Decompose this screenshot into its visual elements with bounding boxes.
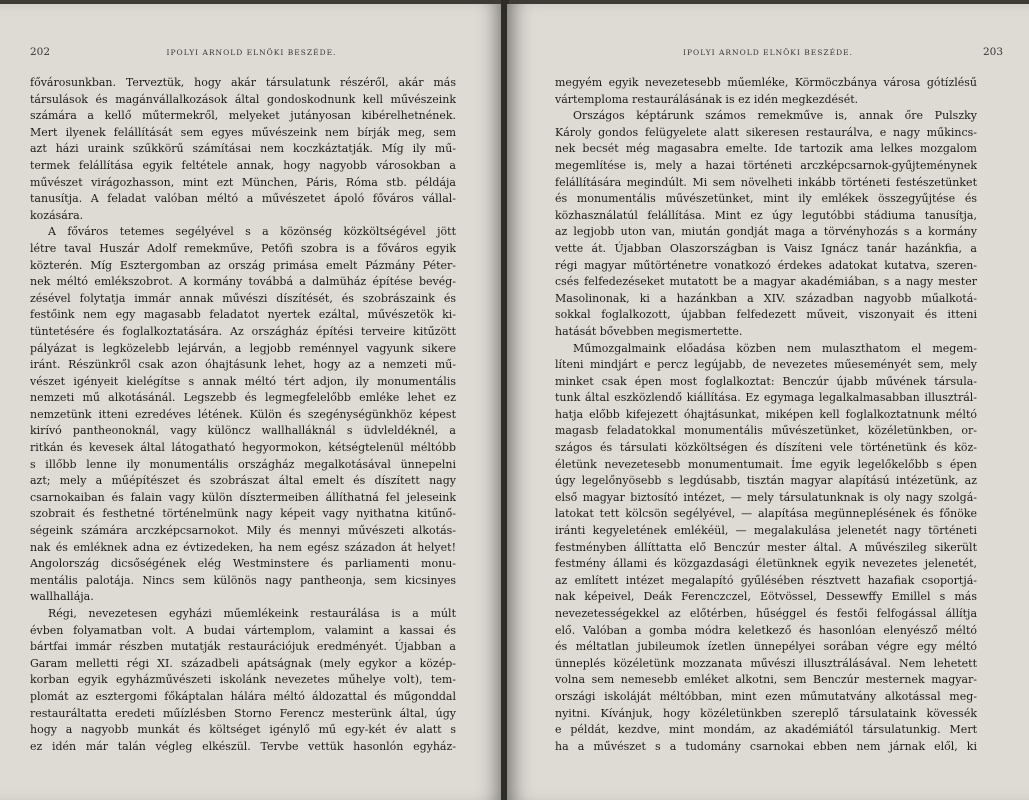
text-line: ha a művészet s a tudomány csarnokai ebben nem járnak elől, ki: [555, 739, 977, 753]
text-line: plomát az esztergomi főkáptalan hálára méltó áldozattal és műgonddal: [30, 689, 456, 703]
text-line: ritkán és kevesek által látogatható hegyormokon, kétségtelenül méltóbb: [30, 441, 456, 455]
left-page: [0, 4, 503, 800]
text-line: országi iskoláját méltóbban, mint ezen műmutatvány alkotással meg-: [555, 689, 977, 703]
text-line: festőink nem egy magasabb feladatot nyertek ezáltal, művészetök ki-: [30, 308, 456, 322]
text-line: festmény állami és közgazdasági életünknek egyik nevezetes jelenetét,: [555, 557, 977, 571]
text-line: nek becsét még magasabra emelte. Ide tartozik ama lelkes mozgalom: [555, 142, 977, 156]
text-line: fővárosunkban. Terveztük, hogy akár társulatunk részéről, akár más: [30, 76, 456, 89]
text-line: korban egyik egyházművészeti iskolánk nevezetes műhelye volt), tem-: [30, 673, 456, 687]
text-line: közterén. Míg Esztergomban az ország primása emelt Pázmány Péter-: [30, 258, 456, 272]
text-line: számára a kellő műtermekről, melyeket jutányosan kibérelhetnének.: [30, 109, 456, 123]
text-line: nak és emléknek adna ez évtizedeken, ha nem egész századon át helyet!: [30, 540, 456, 554]
text-line: Mert ilyenek felállítását sem egyes művészeink nem bírják meg, sem: [30, 125, 456, 139]
text-line: ez idén már talán végleg elkészül. Tervbe vettük hasonlón egyház-: [30, 739, 456, 753]
text-line: volna sem nemesebb emléket alkotni, sem Benczúr mesternek magyar-: [555, 673, 977, 687]
text-line: Károly gondos felügyelete alatt sikeresen restaurálva, e nagy műkincs-: [555, 125, 977, 139]
text-line: restauráltatta eredeti műízlésben Storno Ferencz mesterünk által, úgy: [30, 706, 456, 720]
text-line: közhasználatúl felállítása. Mint ez úgy legutóbbi stádiuma tanusítja,: [555, 208, 977, 222]
body-text: [555, 75, 977, 755]
body-text: [30, 75, 456, 755]
text-line: mentális palotája. Nincs sem különös nagy pantheonja, sem kicsinyes: [30, 573, 456, 587]
text-line: az említett intézet megalapító gyűlésében résztvett hazafiak csoportjá-: [555, 573, 977, 587]
text-line: létre taval Huszár Adolf remekműve, Petőfi szobra is a főváros egyik: [30, 241, 456, 255]
text-line: Régi, nevezetesen egyházi műemlékeink restaurálása is a múlt: [48, 607, 456, 620]
text-line: pályázat is legközelebb lejárván, a legjobb reménnyel vagyunk sikere: [30, 341, 456, 355]
right-page: [507, 4, 1029, 800]
text-line: Garam melletti régi XI. századbeli apátságnak (mely egykor a közép-: [30, 656, 456, 670]
text-line: s illőbb lenne ily monumentális országház megalkotásával ünnepelni: [30, 457, 456, 471]
text-line: zésével folytatja immár annak művészi díszítését, és szobrászaink és: [30, 291, 456, 305]
text-line: iránt. Részünkről csak azon óhajtásunk lehet, hogy az a nemzeti mű-: [30, 358, 456, 372]
text-line: csés felfedezéseket mutatott be a magyar akadémiában, s a nagy mester: [555, 275, 977, 289]
text-line: festményben állíttatta elő Benczúr mester által. A művészileg sikerült: [555, 540, 977, 554]
text-line: vártemploma restaurálásának is ez idén megkezdését.: [555, 92, 859, 106]
text-line: e példát, kezdve, mint mondám, az akadémiától társulatunkig. Mert: [555, 723, 977, 737]
running-head-title: IPOLYI ARNOLD ELNÖKI BESZÉDE.: [166, 48, 337, 57]
text-line: felállítására megindúlt. Mi sem növelheti inkább történeti festészetünket: [555, 175, 977, 189]
text-line: latokat tett kölcsön segélyével, — alapítása megünneplésének és főnöke: [555, 507, 977, 521]
text-line: minket csak épen most foglalkoztat: Benczúr újabb művének társula-: [555, 374, 977, 388]
text-line: régi magyar műtörténetre vonatkozó érdekes adatokat kutatva, szeren-: [555, 258, 977, 272]
text-line: hatja előbb kifejezett óhajtásunkat, miképen kell foglalkoztatnunk méltó: [555, 407, 977, 421]
text-line: nak képeivel, Deák Ferenczczel, Eötvössel, Dessewffy Emillel s más: [555, 590, 977, 604]
text-line: első magyar biztosító intézet, — mely társulatunknak is oly nagy szolgá-: [555, 490, 977, 504]
text-line: szobrait és festhetné történelmünk nagy képeit vagy nyithatna kitűnő-: [30, 507, 456, 521]
text-line: az legjobb uton van, miután gondját maga a törvényhozás s a kormány: [555, 225, 977, 239]
text-line: Angolország dicsőségének elég Westminstere és parliamenti monu-: [30, 557, 456, 571]
text-line: magasb feladatokkal monumentális művészetünket, közéletünkben, or-: [555, 424, 977, 438]
text-line: Masolinonak, ki a hazánkban a XIV. században nagyobb műalkotá-: [555, 291, 977, 305]
text-line: kirívó pantheonoknál, vagy különcz wallhalláknál s üdvleldéknél, a: [30, 424, 456, 438]
text-line: művészet virágozhasson, mint ezt München, Páris, Róma stb. példája: [30, 175, 456, 189]
text-line: A főváros tetemes segélyével s a közönség közköltségével jött: [48, 225, 456, 239]
text-line: nemzetünk itteni ezredéves létének. Külön és szegénységünkhöz képest: [30, 407, 456, 421]
text-line: úgy legelőnyösebb s legdúsabb, tisztán magyar alapítású intézetünk, az: [555, 474, 977, 488]
running-head-title: IPOLYI ARNOLD ELNÖKI BESZÉDE.: [683, 48, 853, 57]
text-line: társulások és magánvállalkozások által gondoskodnunk kell művészeink: [30, 92, 456, 106]
text-line: vészet igényeit kielégítse s annak méltó tért adjon, ily monumentális: [30, 374, 456, 388]
text-line: életünk nevezetesebb monumentumait. Íme egyik legelőkelőbb s épen: [555, 457, 977, 471]
text-line: azt; mely a műépítészet és szobrászat által emelt és díszített nagy: [30, 474, 456, 488]
text-line: hogy a nagyobb munkát és költséget igénylő mű egy-két év alatt s: [30, 723, 456, 737]
text-line: ünneplés közéletünk mozzanata művészi illusztrálásával. Nem lehetett: [555, 656, 977, 670]
text-line: tunk által eszközlendő kiállítása. Ez egymaga legalkalmasabban illusztrál-: [555, 391, 977, 405]
text-line: bártfai immár részben mutatják restaurációjuk eredményét. Újabban a: [30, 640, 456, 654]
text-line: ségeink számára arczképcsarnokot. Mily és mennyi művészeti alkotás-: [30, 524, 456, 538]
text-line: szágos és társulati közköltségen és díszíteni vele történetünk és köz-: [555, 441, 977, 455]
text-line: csarnokaiban és falain vagy külön dísztermeiben állíthatná fel jeleseink: [30, 490, 456, 504]
text-line: sokkal foglalkozott, újabban felfedezett műveit, viszonyait és itteni: [555, 308, 977, 322]
text-line: iránti kegyeletének emlékéül, — megalakulása jelenetét nagy történeti: [555, 524, 977, 538]
text-line: megyém egyik nevezetesebb műemléke, Körmöczbánya városa gótízlésű: [555, 76, 977, 89]
text-line: hatását bővebben megismertette.: [555, 324, 743, 338]
text-line: vette át. Újabban Olaszországban is Vaisz Ignácz tanár hazánkfia, a: [555, 241, 977, 255]
text-line: kozására.: [30, 208, 84, 222]
text-line: wallhallája.: [30, 590, 94, 604]
text-line: tüntetésére és foglalkoztatására. Az országház építési terveire kitűzött: [30, 324, 456, 338]
text-line: líteni mindjárt e percz legújabb, de nevezetes műeseményét sem, mely: [555, 358, 977, 372]
text-line: évben folyamatban volt. A budai vártemplom, valamint a kassai és: [30, 623, 456, 637]
text-line: és méltatlan jubileumok ízetlen ünnepélyei sorában végre egy méltó: [555, 640, 977, 654]
text-line: tanusítja. A feladat valóban méltó a művészetet ápoló főváros vállal-: [30, 192, 456, 206]
text-line: Országos képtárunk számos remekműve is, annak őre Pulszky: [573, 109, 977, 123]
text-line: nyitni. Kívánjuk, hogy közéletünkben szereplő társulataink kövessék: [555, 706, 977, 720]
text-line: és monumentális művészetünket, mint ily emlékek összegyűjtése és: [555, 192, 977, 206]
page-number: 203: [982, 46, 1003, 58]
text-line: nek méltó emlékszobrot. A kormány továbbá a dalmüház építése bevég-: [30, 275, 456, 289]
page-number: 202: [30, 46, 51, 58]
text-line: megemlítése is, mely a hazai történeti arczképcsarnok-gyűjteménynek: [555, 158, 977, 172]
text-line: nevezetességekkel az előtérben, hűséggel és festői felfogással állítja: [555, 607, 977, 620]
text-line: Műmozgalmaink előadása közben nem mulaszthatom el megem-: [573, 341, 977, 355]
text-line: elő. Valóban a gomba módra keletkező és hasonlóan elenyésző méltó: [555, 623, 977, 637]
text-line: termek felállítása egyik feltétele annak, hogy nagyobb városokban a: [30, 158, 456, 172]
text-line: azt házi uraink szűkkörű számításai nem koczkáztatják. Míg ily mű-: [30, 142, 456, 156]
text-line: nemzeti mű alkotásánál. Legszebb és legmegfelelőbb emléke lehet ez: [30, 391, 456, 405]
